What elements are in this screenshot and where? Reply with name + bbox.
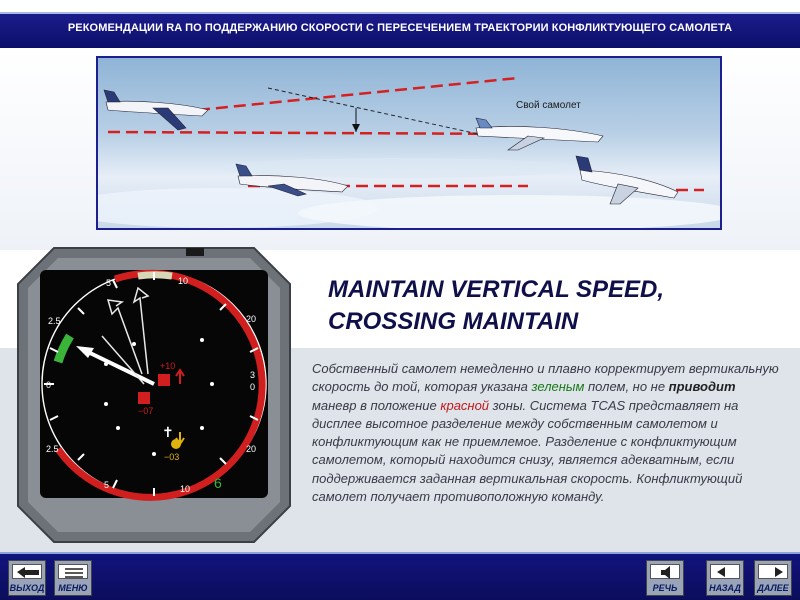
speaker-icon: [650, 564, 680, 579]
traffic-ra-square-below: [138, 392, 150, 404]
scale-label-0: 0: [46, 380, 52, 390]
scale-label-20-bottom: 20: [246, 444, 257, 454]
scale-label-5-bottom: 5: [104, 480, 110, 490]
page-title: РЕКОМЕНДАЦИИ RA ПО ПОДДЕРЖАНИЮ СКОРОСТИ С ПЕРЕСЕЧЕНИЕМ ТРАЕКТОРИИ КОНФЛИКТУЮЩЕГО САМОЛЕТА: [67, 22, 733, 34]
scale-label-2-5-bottom: 2.5: [46, 444, 59, 454]
traffic-ra-square-above: [158, 374, 170, 386]
ownship-symbol: ✝: [162, 424, 174, 440]
scale-label-2-5-top: 2.5: [48, 316, 61, 326]
scale-label-10-top: 10: [178, 276, 189, 286]
arrow-right-icon: [758, 564, 788, 579]
traffic-altitude-above: +10: [160, 361, 176, 371]
heading-line-1: MAINTAIN VERTICAL SPEED,: [328, 276, 665, 303]
green-word: зеленым: [531, 379, 585, 395]
menu-list-icon: [58, 564, 88, 579]
scale-label-30-b: 0: [250, 382, 256, 392]
arrow-left-icon: [710, 564, 740, 579]
tcas-vsi-gauge: [14, 244, 294, 544]
advisory-heading: [328, 274, 664, 338]
bold-word: приводит: [668, 379, 736, 395]
scale-label-20-top: 20: [246, 314, 257, 324]
red-word: красной: [440, 397, 490, 413]
aircraft-illustration: [96, 56, 722, 230]
traffic-altitude-low: −03: [164, 452, 180, 462]
header-bar: [0, 12, 800, 48]
own-aircraft-label: Свой самолет: [516, 100, 581, 111]
range-readout: 6: [214, 475, 222, 491]
menu-button[interactable]: МЕНЮ: [54, 560, 92, 596]
traffic-altitude-below: −07: [138, 406, 154, 416]
speech-button[interactable]: РЕЧЬ: [646, 560, 684, 596]
scale-label-5-top: 5: [106, 278, 112, 288]
header: [0, 0, 800, 48]
description-text: Собственный самолет немедленно и плавно корректирует вертикальную скорость до той, которая указана зеленым полем, но не приводит маневр в положение красной зоны. Система TCAS представляет на дисплее высотное разделение между собственным самолетом и конфликтующим как не приемлемое. Разделение с конфликтующим самолетом, который находится снизу, является адекватным, если поддерживается заданная вертикальная скорость. Конфликтующий самолет получает противоположную команду.: [312, 361, 779, 505]
back-button[interactable]: НАЗАД: [706, 560, 744, 596]
exit-button[interactable]: ВЫХОД: [8, 560, 46, 596]
arrow-left-icon: [12, 564, 42, 579]
next-button[interactable]: ДАЛЕЕ: [754, 560, 792, 596]
heading-line-2: CROSSING MAINTAIN: [328, 308, 579, 335]
scale-label-30-a: 3: [250, 370, 256, 380]
scale-label-10-bottom: 10: [180, 484, 191, 494]
footer-nav: [0, 552, 800, 600]
